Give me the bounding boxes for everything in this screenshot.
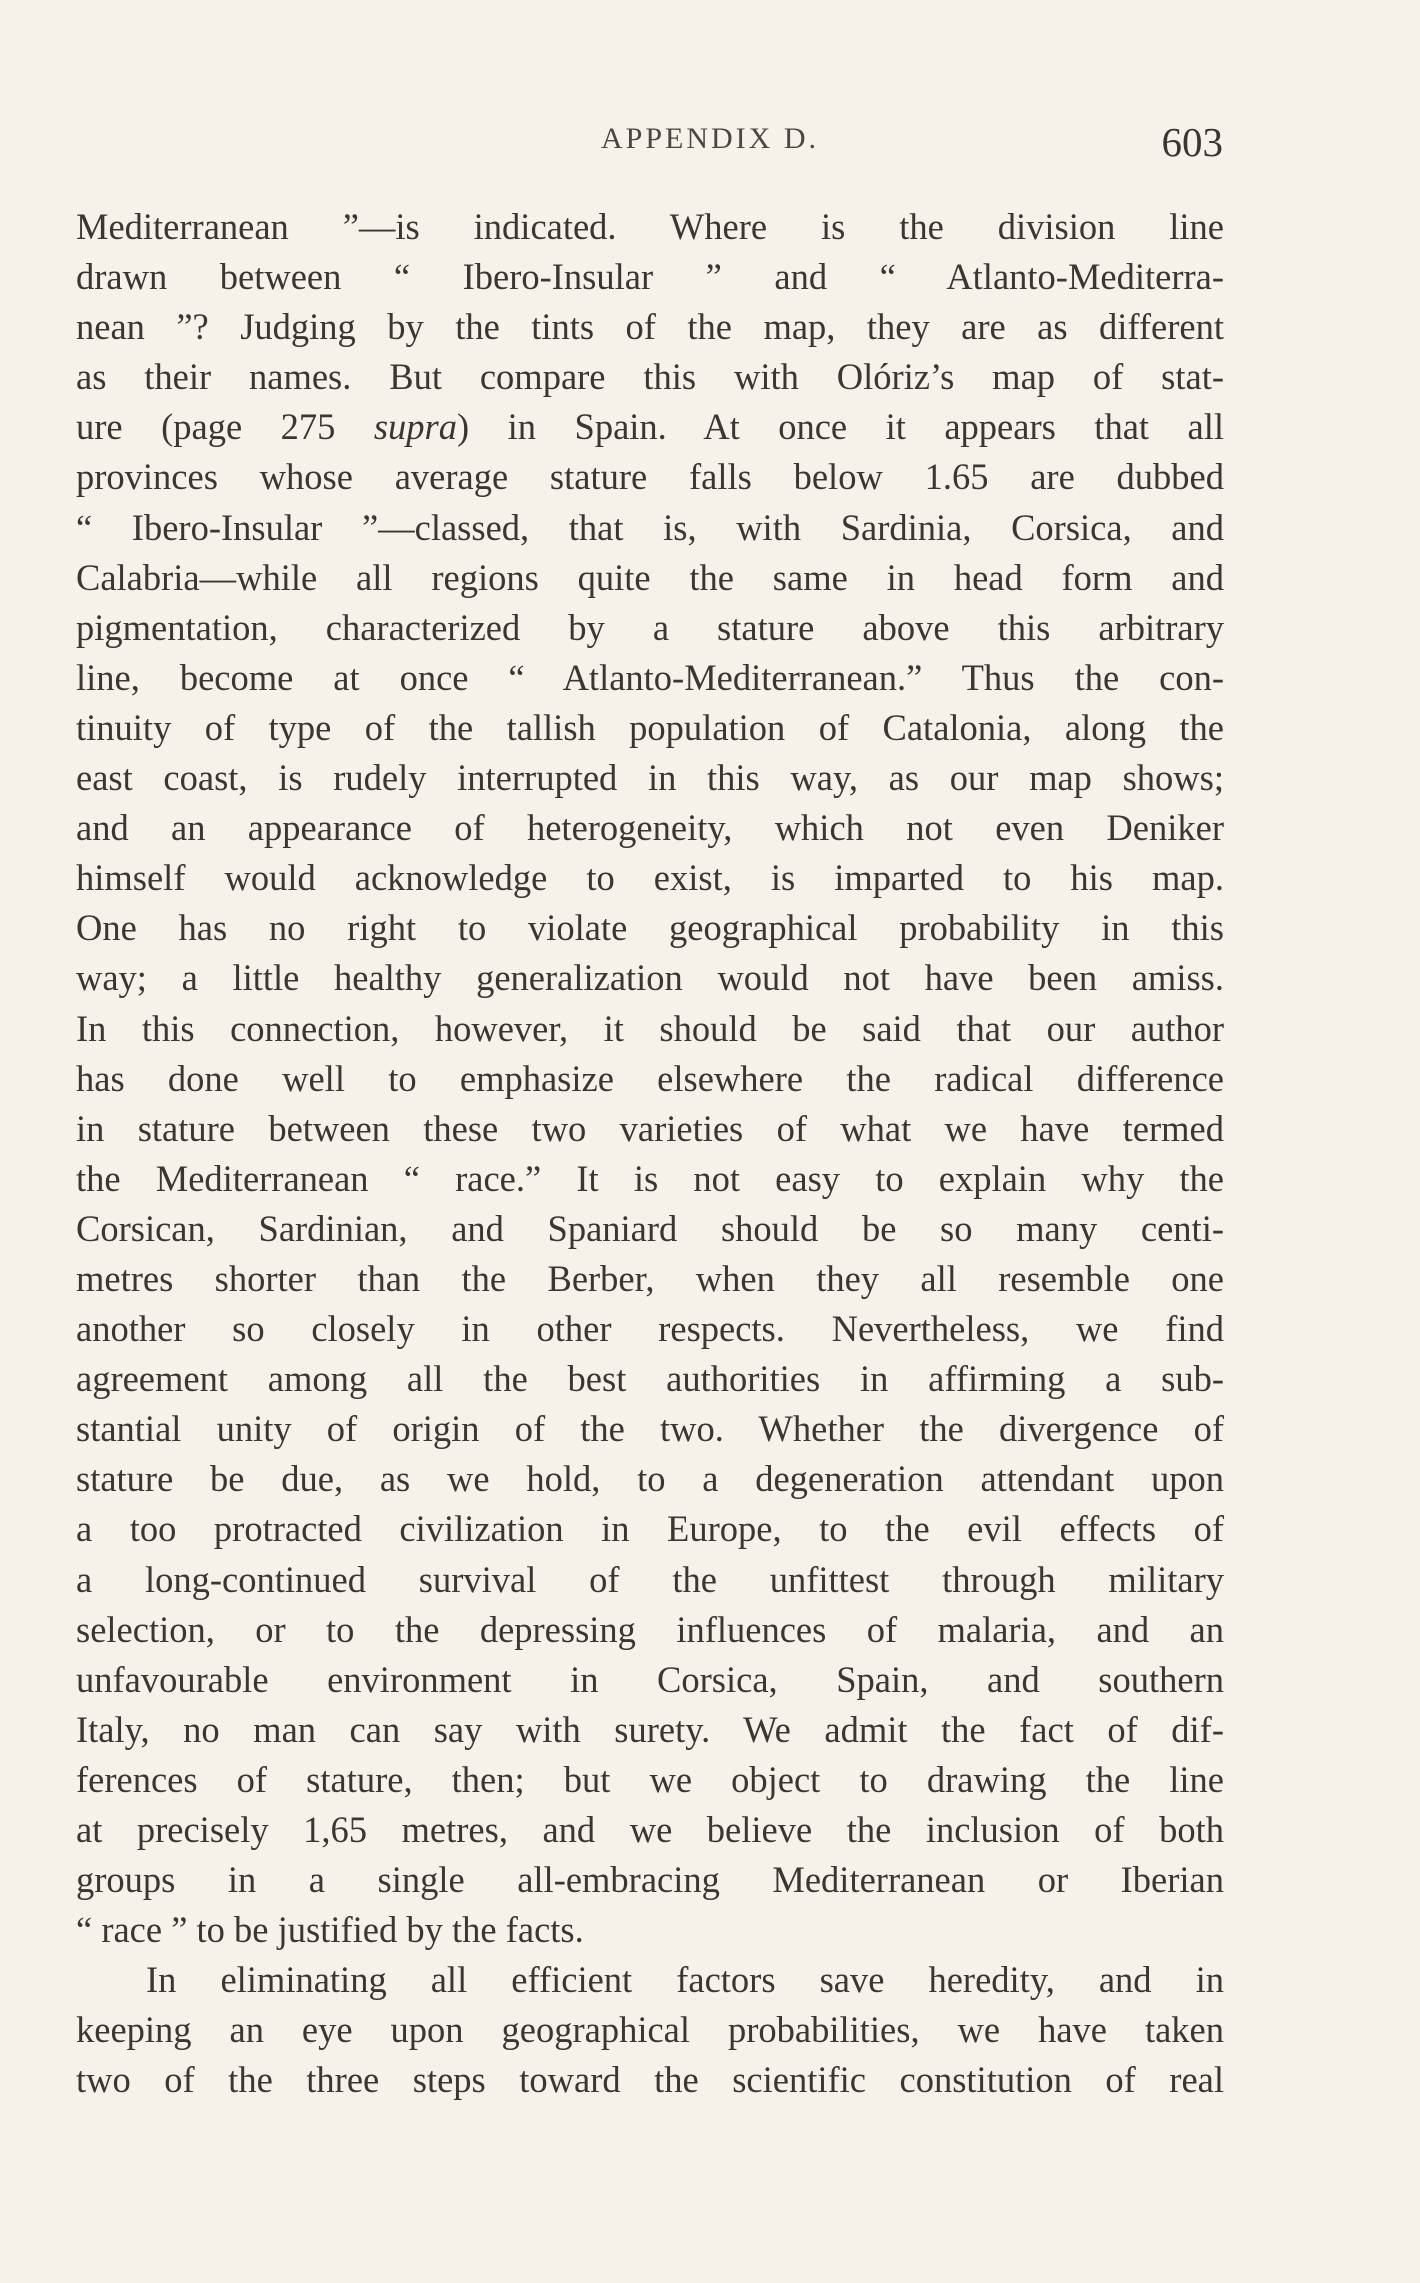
text-line: pigmentation, characterized by a stature above this arbitrary [76,606,1224,648]
text-line: drawn between “ Ibero-Insular ” and “ Atlanto-Mediterra- [76,256,1224,298]
text-line: line, become at once “ Atlanto-Mediterranean.” Thus the con- [76,656,1224,698]
text-line: himself would acknowledge to exist, is imparted to his map. [76,857,1224,899]
text-line: in stature between these two varieties of what we have termed [76,1107,1224,1149]
italic-text-run: supra [373,406,458,448]
text-line: agreement among all the best authorities in affirming a sub- [76,1358,1224,1400]
text-line: stature be due, as we hold, to a degeneration attendant upon [76,1458,1224,1500]
text-line: at precisely 1,65 metres, and we believe the inclusion of both [76,1809,1224,1850]
text-line: Corsican, Sardinian, and Spaniard should be so many centi- [76,1207,1224,1249]
text-line: as their names. But compare this with Olóriz’s map of stat- [76,356,1224,398]
text-line: “ Ibero-Insular ”—classed, that is, with Sardinia, Corsica, and [76,506,1224,548]
text-line: In eliminating all efficient factors save heredity, and in [146,1959,1224,2001]
text-line: the Mediterranean “ race.” It is not easy to explain why the [76,1157,1224,1199]
text-line: selection, or to the depressing influences of malaria, and an [76,1608,1224,1650]
text-body [76,202,1224,2106]
text-line: stantial unity of origin of the two. Whether the divergence of [76,1408,1224,1450]
text-run: ) in Spain. At once it appears that all [457,406,1224,448]
text-line: tinuity of type of the tallish population of Catalonia, along the [76,706,1224,748]
text-line: metres shorter than the Berber, when they all resemble one [76,1257,1224,1299]
text-line: nean ”? Judging by the tints of the map, they are as different [76,306,1224,348]
text-line: two of the three steps toward the scientific constitution of real [76,2059,1224,2101]
text-line: Calabria—while all regions quite the same in head form and [76,556,1224,598]
text-line: east coast, is rudely interrupted in this way, as our map shows; [76,757,1224,799]
page-number: 603 [1161,119,1223,165]
text-line: In this connection, however, it should be said that our author [76,1007,1224,1049]
running-title: APPENDIX D. [600,122,819,155]
text-line: ferences of stature, then; but we object to drawing the line [76,1758,1224,1800]
paragraph [76,1955,1224,2105]
text-line: Italy, no man can say with surety. We admit the fact of dif- [76,1708,1224,1750]
text-line: unfavourable environment in Corsica, Spain, and southern [76,1658,1224,1700]
text-line: and an appearance of heterogeneity, which not even Deniker [76,807,1224,849]
text-line: a long-continued survival of the unfittest through military [76,1558,1224,1600]
running-head [0,118,1420,178]
text-run: ure (page 275 [76,406,374,448]
paragraph [76,202,1224,1955]
text-line: way; a little healthy generalization would not have been amiss. [76,957,1224,999]
text-line: Mediterranean ”—is indicated. Where is the division line [76,206,1224,247]
text-line: “ race ” to be justified by the facts. [76,1909,584,1951]
text-line: another so closely in other respects. Nevertheless, we find [76,1308,1224,1350]
text-line: groups in a single all-embracing Mediterranean or Iberian [76,1859,1224,1901]
text-line: has done well to emphasize elsewhere the radical difference [76,1057,1224,1099]
text-line: provinces whose average stature falls below 1.65 are dubbed [76,456,1224,498]
text-line: a too protracted civilization in Europe, to the evil effects of [76,1508,1224,1550]
text-line [76,402,1224,452]
text-line: keeping an eye upon geographical probabilities, we have taken [76,2009,1224,2051]
text-line: One has no right to violate geographical probability in this [76,907,1224,949]
